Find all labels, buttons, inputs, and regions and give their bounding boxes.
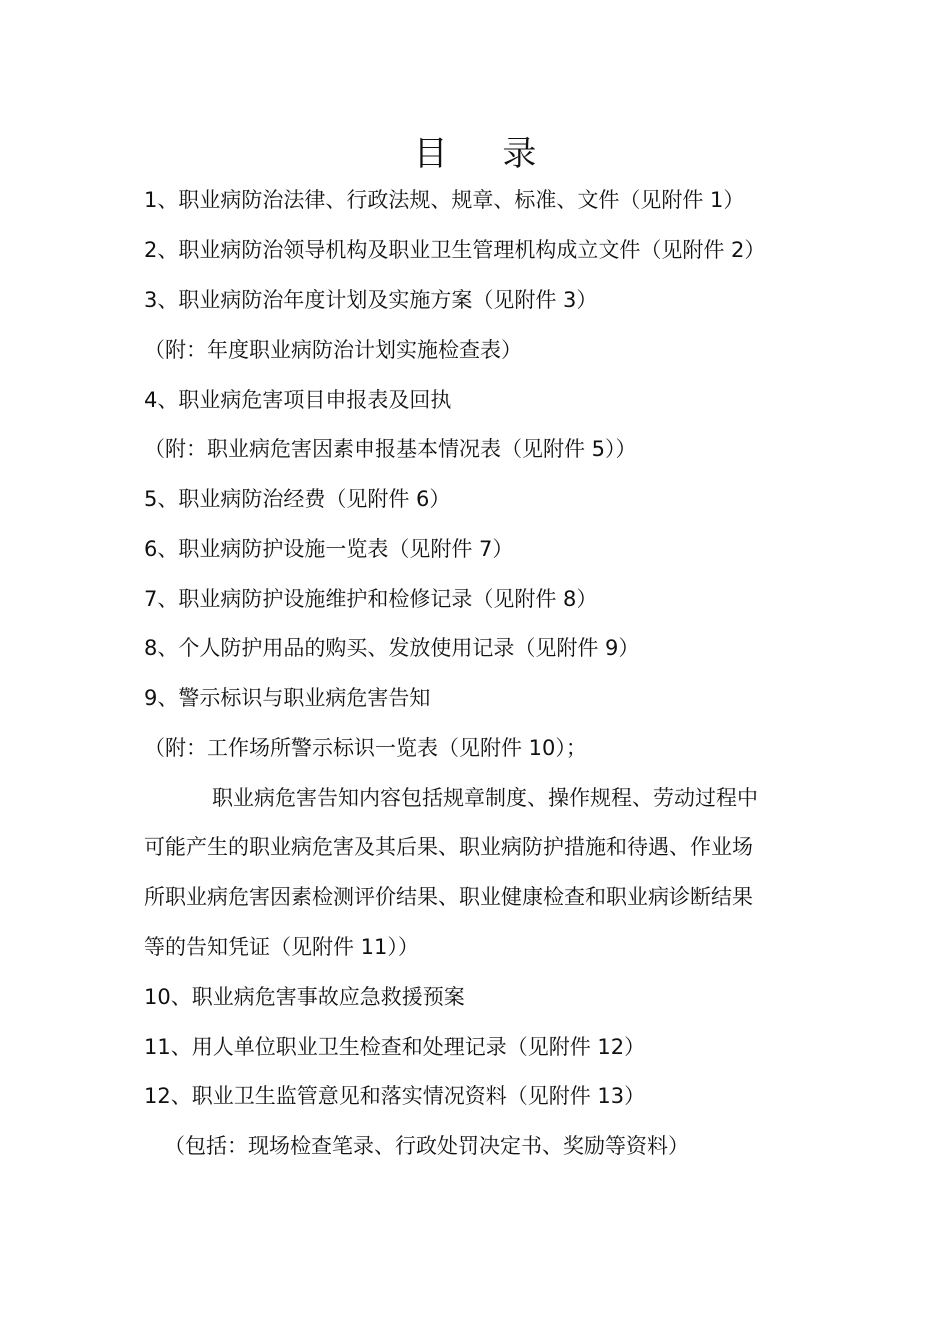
- toc-paragraph-line-3: 所职业病危害因素检测评价结果、职业健康检查和职业病诊断结果: [144, 885, 753, 909]
- toc-item-3: 3、职业病防治年度计划及实施方案（见附件 3）: [144, 288, 598, 312]
- toc-item-12-note: （包括：现场检查笔录、行政处罚决定书、奖励等资料）: [164, 1134, 689, 1158]
- toc-item-5: 5、职业病防治经费（见附件 6）: [144, 487, 451, 511]
- toc-item-4-note: （附：职业病危害因素申报基本情况表（见附件 5））: [144, 437, 637, 461]
- toc-paragraph-line-4: 等的告知凭证（见附件 11））: [144, 935, 419, 959]
- toc-item-10: 10、职业病危害事故应急救援预案: [144, 985, 465, 1009]
- toc-item-8: 8、个人防护用品的购买、发放使用记录（见附件 9）: [144, 636, 640, 660]
- toc-item-4: 4、职业病危害项目申报表及回执: [144, 388, 452, 412]
- toc-item-11: 11、用人单位职业卫生检查和处理记录（见附件 12）: [144, 1035, 646, 1059]
- toc-item-3-note: （附：年度职业病防治计划实施检查表）: [144, 338, 522, 362]
- toc-item-2: 2、职业病防治领导机构及职业卫生管理机构成立文件（见附件 2）: [144, 238, 766, 262]
- toc-item-6: 6、职业病防护设施一览表（见附件 7）: [144, 537, 514, 561]
- toc-item-1: 1、职业病防治法律、行政法规、规章、标准、文件（见附件 1）: [144, 188, 745, 212]
- toc-item-7: 7、职业病防护设施维护和检修记录（见附件 8）: [144, 587, 598, 611]
- toc-paragraph-line-2: 可能产生的职业病危害及其后果、职业病防护措施和待遇、作业场: [144, 835, 753, 859]
- toc-item-9: 9、警示标识与职业病危害告知: [144, 686, 431, 710]
- toc-item-9-note: （附：工作场所警示标识一览表（见附件 10）；: [144, 736, 587, 760]
- toc-paragraph-line-1: 职业病危害告知内容包括规章制度、操作规程、劳动过程中: [212, 786, 758, 810]
- toc-item-12: 12、职业卫生监管意见和落实情况资料（见附件 13）: [144, 1084, 646, 1108]
- page-title: 目 录: [413, 134, 559, 174]
